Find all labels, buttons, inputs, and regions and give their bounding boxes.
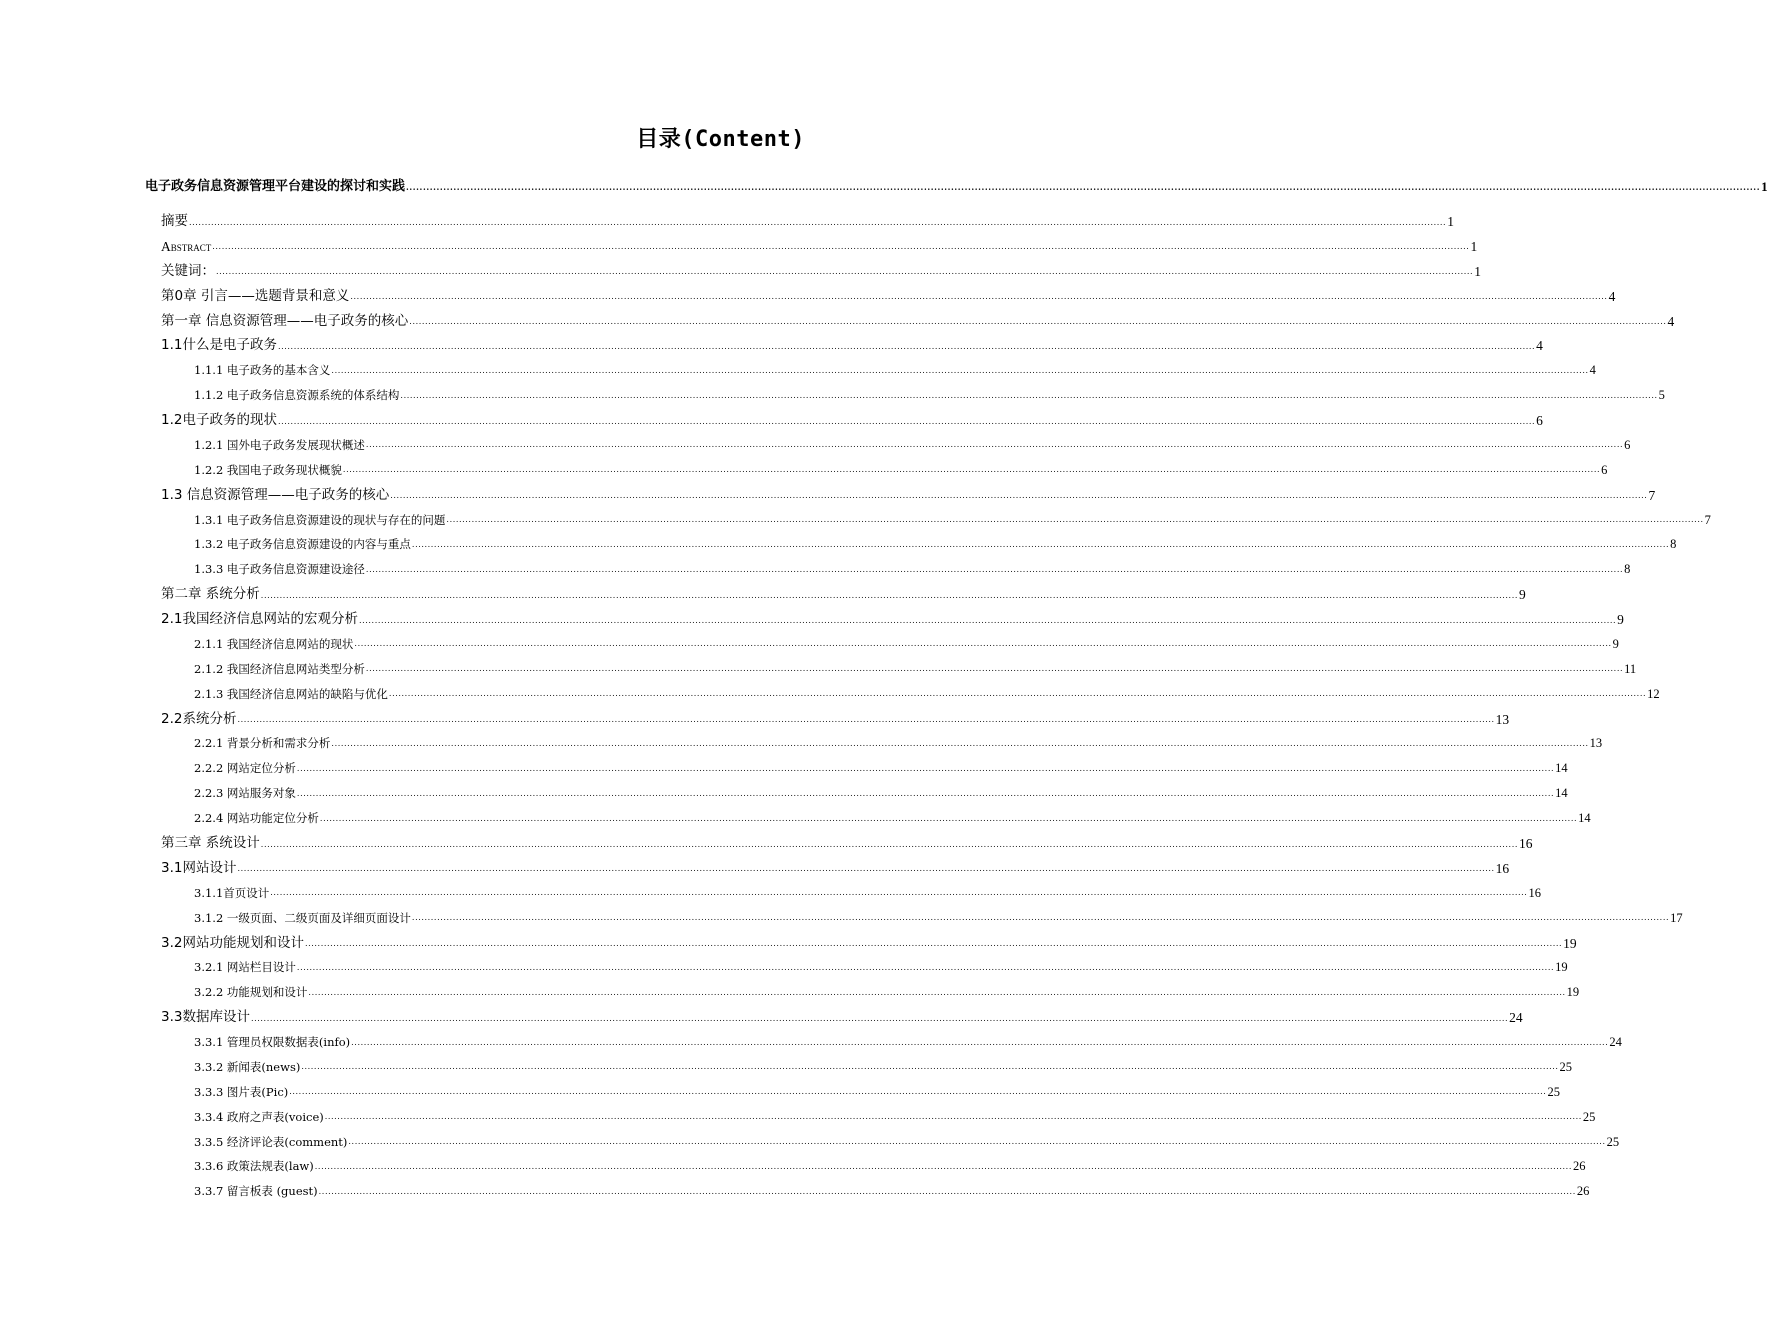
toc-entry-title: 第一章 信息资源管理——电子政务的核心 (161, 312, 409, 329)
toc-entry[interactable] (194, 960, 1568, 975)
toc-entry[interactable] (161, 238, 1478, 254)
toc-entry-title: 1.2.2 我国电子政务现状概貌 (194, 462, 342, 477)
toc-entry[interactable] (161, 287, 1616, 304)
toc-dot-leader: ................................................................................................................................................................................................................................................................................................................................................................................................................ (237, 864, 1495, 874)
toc-entry[interactable] (161, 412, 1543, 429)
toc-entry-title: Abstract (161, 238, 212, 254)
toc-entry-page-number: 9 (1518, 587, 1526, 603)
toc-entry-page-number: 14 (1578, 811, 1591, 826)
toc-entry-page-number: 14 (1555, 761, 1568, 776)
toc-entry-page-number: 8 (1670, 537, 1677, 552)
toc-entry-page-number: 11 (1624, 661, 1637, 676)
toc-dot-leader: ................................................................................................................................................................................................................................................................................................................................................................................................................ (216, 267, 1474, 277)
toc-dot-leader: ................................................................................................................................................................................................................................................................................................................................................................................................................ (296, 763, 1555, 773)
toc-dot-leader: ................................................................................................................................................................................................................................................................................................................................................................................................................ (277, 416, 1536, 426)
toc-entry[interactable] (145, 179, 1768, 194)
toc-entry-page-number: 13 (1495, 711, 1510, 727)
toc-entry-page-number: 25 (1547, 1084, 1560, 1099)
toc-entry-title: 3.1.1首页设计 (194, 885, 270, 900)
toc-entry-title: 3.3.3 图片表(Pic) (194, 1084, 289, 1099)
toc-entry-title: 3.2网站功能规划和设计 (161, 934, 304, 951)
toc-entry[interactable] (194, 636, 1619, 651)
toc-entry-title: 3.1网站设计 (161, 859, 237, 876)
toc-entry-page-number: 9 (1612, 636, 1619, 651)
toc-dot-leader: ................................................................................................................................................................................................................................................................................................................................................................................................................ (350, 292, 1608, 302)
toc-entry-page-number: 6 (1624, 437, 1631, 452)
toc-dot-leader: ................................................................................................................................................................................................................................................................................................................................................................................................................ (409, 317, 1667, 327)
toc-entry[interactable] (194, 686, 1660, 701)
toc-dot-leader: ................................................................................................................................................................................................................................................................................................................................................................................................................ (348, 1137, 1606, 1147)
toc-entry[interactable] (194, 462, 1608, 477)
toc-dot-leader: ................................................................................................................................................................................................................................................................................................................................................................................................................ (308, 987, 1566, 997)
toc-entry[interactable] (194, 786, 1568, 801)
toc-entry-page-number: 4 (1536, 338, 1543, 354)
toc-entry[interactable] (194, 736, 1603, 751)
toc-entry-page-number: 25 (1559, 1059, 1573, 1074)
toc-entry-page-number: 4 (1589, 363, 1596, 378)
toc-entry[interactable] (194, 885, 1541, 900)
toc-entry[interactable] (194, 910, 1683, 925)
toc-entry-page-number: 25 (1606, 1134, 1620, 1149)
toc-entry-title: 3.2.1 网站栏目设计 (194, 960, 296, 975)
toc-entry-title: 2.1.1 我国经济信息网站的现状 (194, 636, 354, 651)
toc-entry[interactable] (194, 761, 1568, 776)
toc-entry[interactable] (194, 1059, 1573, 1074)
toc-entry-title: 第二章 系统分析 (161, 586, 260, 603)
toc-entry[interactable] (194, 985, 1580, 1000)
toc-entry[interactable] (194, 1084, 1560, 1099)
toc-dot-leader: ................................................................................................................................................................................................................................................................................................................................................................................................................ (331, 365, 1589, 375)
toc-entry-title: 1.3.3 电子政务信息资源建设途径 (194, 562, 365, 577)
toc-entry-title: 2.2.4 网站功能定位分析 (194, 811, 319, 826)
toc-dot-leader: ................................................................................................................................................................................................................................................................................................................................................................................................................ (446, 515, 1704, 525)
toc-entry-page-number: 19 (1563, 935, 1577, 951)
toc-entry-page-number: 16 (1528, 885, 1541, 900)
toc-dot-leader: ................................................................................................................................................................................................................................................................................................................................................................................................................ (351, 1037, 1609, 1047)
toc-dot-leader: ................................................................................................................................................................................................................................................................................................................................................................................................................ (400, 390, 1658, 400)
toc-entry-page-number: 8 (1624, 562, 1631, 577)
toc-entry-page-number: 16 (1518, 836, 1533, 851)
toc-entry-title: 3.3.1 管理员权限数据表(info) (194, 1035, 351, 1050)
toc-entry[interactable] (161, 611, 1624, 628)
toc-dot-leader: ................................................................................................................................................................................................................................................................................................................................................................................................................ (342, 465, 1601, 475)
toc-dot-leader: ................................................................................................................................................................................................................................................................................................................................................................................................................ (411, 539, 1670, 549)
toc-dot-leader: ................................................................................................................................................................................................................................................................................................................................................................................................................ (189, 217, 1447, 227)
toc-dot-leader: ................................................................................................................................................................................................................................................................................................................................................................................................................ (331, 738, 1589, 748)
toc-dot-leader: ................................................................................................................................................................................................................................................................................................................................................................................................................ (304, 939, 1563, 949)
toc-entry[interactable] (161, 835, 1533, 851)
toc-entry[interactable] (194, 1035, 1622, 1050)
toc-entry-page-number: 26 (1572, 1159, 1586, 1174)
toc-entry-page-number: 9 (1617, 612, 1624, 628)
toc-dot-leader: ................................................................................................................................................................................................................................................................................................................................................................................................................ (237, 715, 1495, 725)
toc-entry-page-number: 19 (1566, 985, 1580, 1000)
toc-entry-page-number: 19 (1555, 960, 1568, 975)
toc-entry-page-number: 14 (1555, 786, 1568, 801)
toc-dot-leader: ................................................................................................................................................................................................................................................................................................................................................................................................................ (277, 341, 1536, 351)
toc-entry-page-number: 26 (1576, 1184, 1590, 1199)
toc-dot-leader: ................................................................................................................................................................................................................................................................................................................................................................................................................ (318, 1186, 1576, 1196)
toc-title: 目录(Content) (636, 127, 805, 152)
toc-entry-title: 2.2系统分析 (161, 710, 237, 727)
toc-entry[interactable] (161, 710, 1510, 727)
toc-dot-leader: ................................................................................................................................................................................................................................................................................................................................................................................................................ (296, 962, 1555, 972)
toc-entry-title: 电子政务信息资源管理平台建设的探讨和实践 (145, 179, 406, 194)
toc-entry-page-number: 24 (1509, 1010, 1523, 1026)
toc-entry-page-number: 25 (1582, 1109, 1596, 1124)
toc-entry-title: 1.2.1 国外电子政务发展现状概述 (194, 437, 365, 452)
toc-entry-page-number: 6 (1536, 413, 1543, 429)
toc-dot-leader: ................................................................................................................................................................................................................................................................................................................................................................................................................ (324, 1112, 1582, 1122)
toc-entry-title: 2.2.2 网站定位分析 (194, 761, 296, 776)
toc-entry-page-number: 1 (1761, 179, 1768, 194)
toc-entry[interactable] (161, 586, 1526, 603)
toc-entry-title: 1.1.1 电子政务的基本含义 (194, 363, 331, 378)
toc-entry-page-number: 1 (1447, 214, 1454, 229)
toc-dot-leader: ................................................................................................................................................................................................................................................................................................................................................................................................................ (354, 639, 1612, 649)
toc-entry-title: 3.1.2 一级页面、二级页面及详细页面设计 (194, 910, 411, 925)
toc-entry[interactable] (194, 1184, 1590, 1199)
toc-entry[interactable] (161, 312, 1675, 329)
toc-entry[interactable] (194, 811, 1591, 826)
toc-entry-title: 3.3数据库设计 (161, 1009, 250, 1026)
toc-entry-title: 3.3.7 留言板表 (guest) (194, 1184, 318, 1199)
toc-entry-title: 关键词： (161, 262, 215, 279)
toc-entry[interactable] (194, 537, 1677, 552)
toc-entry-page-number: 7 (1648, 487, 1656, 503)
toc-entry[interactable] (194, 512, 1711, 527)
toc-dot-leader: ................................................................................................................................................................................................................................................................................................................................................................................................................ (390, 491, 1648, 501)
toc-dot-leader: ................................................................................................................................................................................................................................................................................................................................................................................................................ (296, 788, 1555, 798)
toc-entry-title: 1.2电子政务的现状 (161, 412, 277, 429)
toc-entry[interactable] (161, 262, 1481, 279)
toc-dot-leader: ................................................................................................................................................................................................................................................................................................................................................................................................................ (319, 813, 1578, 823)
toc-entry-page-number: 12 (1647, 686, 1660, 701)
toc-entry[interactable] (161, 337, 1543, 354)
toc-entry-title: 第0章 引言——选题背景和意义 (161, 287, 350, 304)
toc-entry-title: 3.3.4 政府之声表(voice) (194, 1109, 324, 1124)
toc-entry[interactable] (161, 486, 1656, 503)
toc-entry-title: 2.1.2 我国经济信息网站类型分析 (194, 661, 365, 676)
toc-dot-leader: ................................................................................................................................................................................................................................................................................................................................................................................................................ (260, 590, 1518, 600)
toc-entry-page-number: 4 (1667, 313, 1675, 329)
toc-entry[interactable] (161, 213, 1454, 229)
toc-entry-title: 3.3.5 经济评论表(comment) (194, 1134, 348, 1149)
toc-dot-leader: ................................................................................................................................................................................................................................................................................................................................................................................................................ (301, 1062, 1559, 1072)
toc-entry[interactable] (194, 1109, 1596, 1124)
toc-entry-title: 1.1.2 电子政务信息资源系统的体系结构 (194, 388, 400, 403)
toc-entry-page-number: 13 (1589, 736, 1603, 751)
toc-entry[interactable] (194, 562, 1631, 577)
toc-entry-page-number: 16 (1495, 860, 1510, 876)
toc-entry-title: 3.3.2 新闻表(news) (194, 1059, 301, 1074)
toc-entry-title: 3.2.2 功能规划和设计 (194, 985, 308, 1000)
toc-entry-title: 2.1.3 我国经济信息网站的缺陷与优化 (194, 686, 388, 701)
toc-entry-title: 1.3.1 电子政务信息资源建设的现状与存在的问题 (194, 512, 446, 527)
toc-entry[interactable] (194, 437, 1631, 452)
toc-entry[interactable] (194, 388, 1665, 403)
toc-entry-page-number: 17 (1670, 910, 1683, 925)
toc-entry[interactable] (194, 1134, 1620, 1149)
toc-dot-leader: ................................................................................................................................................................................................................................................................................................................................................................................................................ (388, 689, 1647, 699)
toc-dot-leader: ................................................................................................................................................................................................................................................................................................................................................................................................................ (406, 182, 1761, 192)
toc-dot-leader: ................................................................................................................................................................................................................................................................................................................................................................................................................ (365, 440, 1624, 450)
toc-entry-title: 摘要 (161, 213, 188, 229)
toc-entry-page-number: 1 (1474, 263, 1481, 279)
toc-entry-page-number: 7 (1704, 512, 1711, 527)
toc-entry-page-number: 4 (1608, 288, 1616, 304)
toc-entry-page-number: 5 (1658, 388, 1665, 403)
toc-entry-title: 第三章 系统设计 (161, 835, 260, 851)
toc-dot-leader: ................................................................................................................................................................................................................................................................................................................................................................................................................ (212, 242, 1470, 252)
toc-dot-leader: ................................................................................................................................................................................................................................................................................................................................................................................................................ (250, 1013, 1509, 1023)
toc-entry[interactable] (161, 1009, 1523, 1026)
toc-entry[interactable] (194, 1159, 1586, 1174)
toc-entry[interactable] (194, 363, 1596, 378)
toc-entry-page-number: 6 (1601, 462, 1608, 477)
toc-entry-page-number: 1 (1470, 238, 1478, 254)
toc-dot-leader: ................................................................................................................................................................................................................................................................................................................................................................................................................ (289, 1087, 1547, 1097)
toc-dot-leader: ................................................................................................................................................................................................................................................................................................................................................................................................................ (365, 664, 1624, 674)
toc-dot-leader: ................................................................................................................................................................................................................................................................................................................................................................................................................ (365, 564, 1624, 574)
toc-entry-title: 2.2.1 背景分析和需求分析 (194, 736, 331, 751)
toc-entry-title: 1.1什么是电子政务 (161, 337, 277, 354)
toc-entry-title: 1.3 信息资源管理——电子政务的核心 (161, 486, 390, 503)
toc-entry-page-number: 24 (1609, 1035, 1622, 1050)
toc-dot-leader: ................................................................................................................................................................................................................................................................................................................................................................................................................ (358, 615, 1617, 625)
toc-entry-title: 1.3.2 电子政务信息资源建设的内容与重点 (194, 537, 411, 552)
toc-dot-leader: ................................................................................................................................................................................................................................................................................................................................................................................................................ (314, 1161, 1572, 1171)
toc-entry-title: 2.1我国经济信息网站的宏观分析 (161, 611, 358, 628)
toc-entry-title: 2.2.3 网站服务对象 (194, 786, 296, 801)
toc-dot-leader: ................................................................................................................................................................................................................................................................................................................................................................................................................ (411, 913, 1670, 923)
toc-entry[interactable] (161, 859, 1510, 876)
toc-entry[interactable] (161, 934, 1577, 951)
toc-entry[interactable] (194, 661, 1637, 676)
toc-dot-leader: ................................................................................................................................................................................................................................................................................................................................................................................................................ (270, 888, 1528, 898)
toc-entry-title: 3.3.6 政策法规表(law) (194, 1159, 314, 1174)
toc-dot-leader: ................................................................................................................................................................................................................................................................................................................................................................................................................ (260, 839, 1518, 849)
